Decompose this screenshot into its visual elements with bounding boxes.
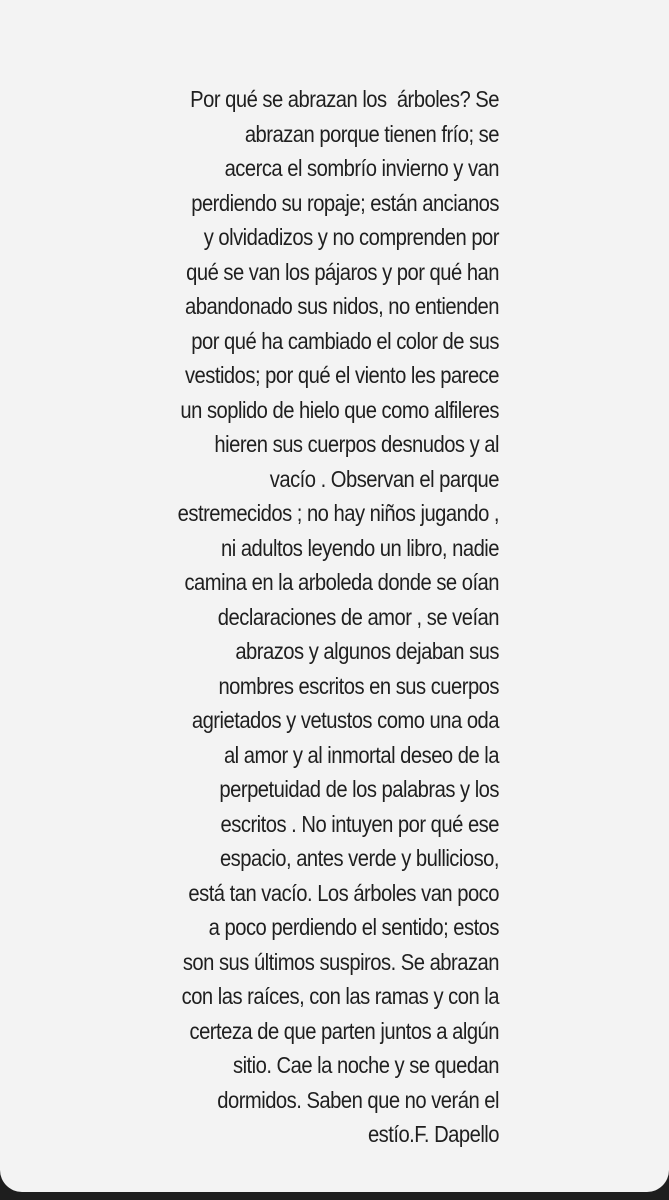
poem-line: perdiendo su ropaje; están ancianos — [191, 189, 499, 216]
poem-line: camina en la arboleda donde se oían — [184, 569, 499, 595]
poem-line: al amor y al inmortal deseo de la — [223, 741, 499, 768]
poem-line: estremecidos ; no hay niños jugando , — [177, 500, 499, 526]
poem-line: abrazan porque tienen frío; se — [244, 120, 499, 147]
poem-line: sitio. Cae la noche y se quedan — [232, 1052, 499, 1078]
poem-line: escritos . No intuyen por qué ese — [220, 810, 499, 837]
poem-line: con las raíces, con las ramas y con la — [181, 983, 499, 1009]
poem-line: está tan vacío. Los árboles van poco — [188, 879, 500, 906]
poem-line: por qué ha cambiado el color de sus — [191, 327, 500, 354]
poem-line: son sus últimos suspiros. Se abrazan — [182, 948, 499, 975]
poem-line: vacío . Observan el parque — [269, 465, 499, 492]
poem-line: a poco perdiendo el sentido; estos — [208, 914, 499, 940]
poem-line: espacio, antes verde y bullicioso, — [219, 845, 499, 871]
poem-line: y olvidadizos y no comprenden por — [203, 224, 499, 250]
poem-line: nombres escritos en sus cuerpos — [218, 672, 499, 699]
poem-line: certeza de que parten juntos a algún — [189, 1017, 500, 1044]
poem-line: declaraciones de amor , se veían — [217, 603, 499, 630]
poem-line: ni adultos leyendo un libro, nadie — [221, 534, 499, 561]
poem-text — [172, 82, 499, 1152]
poem-line: acerca el sombrío invierno y van — [224, 155, 499, 181]
poem-line: dormidos. Saben que no verán el — [217, 1086, 499, 1113]
poem-line: un soplido de hielo que como alfileres — [180, 396, 499, 423]
poem-line: qué se van los pájaros y por qué han — [186, 258, 500, 285]
poem-line: perpetuidad de los palabras y los — [219, 776, 499, 802]
poem-signature: estío.F. Dapello — [367, 1121, 499, 1147]
poem-line: hieren sus cuerpos desnudos y al — [214, 431, 500, 457]
poem-line: vestidos; por qué el viento les parece — [184, 362, 500, 388]
poem-line: abandonado sus nidos, no entienden — [185, 293, 500, 319]
poem-line: agrietados y vetustos como una oda — [191, 707, 499, 733]
poem-line: Por qué se abrazan los árboles? Se — [190, 86, 499, 112]
poem-line: abrazos y algunos dejaban sus — [235, 638, 499, 664]
